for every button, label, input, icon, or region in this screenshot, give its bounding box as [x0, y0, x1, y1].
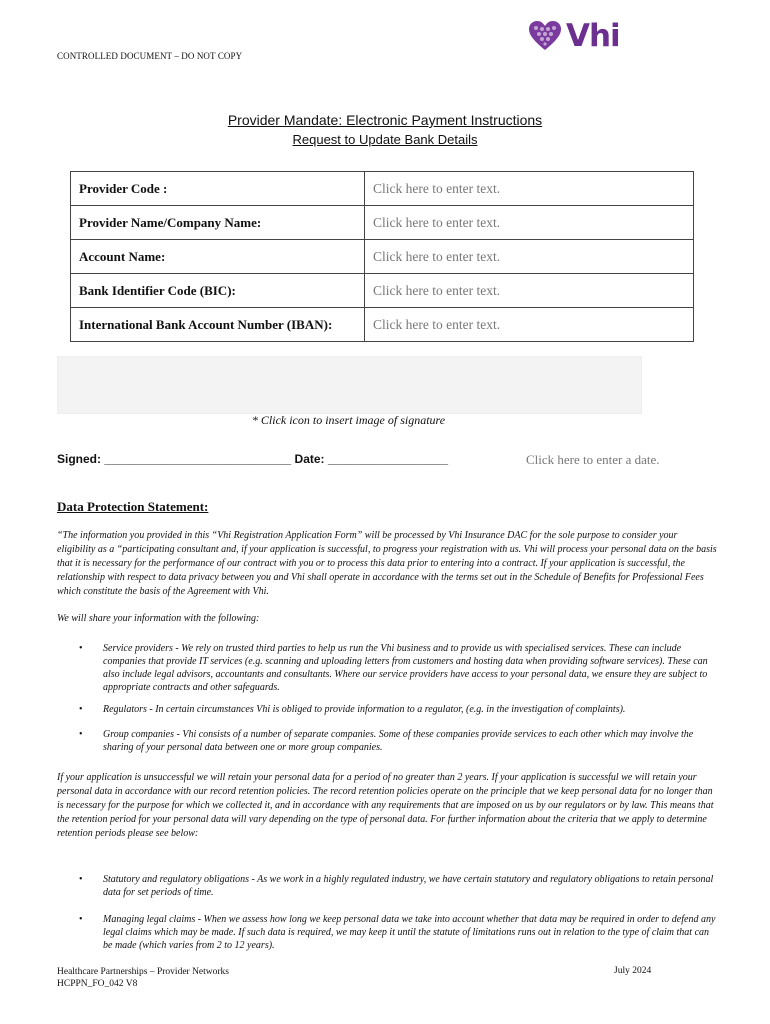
signature-instruction: * Click icon to insert image of signature: [251, 413, 446, 427]
list-item: • Regulators - In certain circumstances Vhi is obliged to provide information to a regulator, (e.g. in the investigation of complaints).: [79, 703, 719, 716]
retention-paragraph: If your application is unsuccessful we will retain your personal data for a period of no greater than 2 years. If your application is successful we will retain your personal data in accordance with our record retention policies. The record retention policies operate on the principle that we keep personal data for no longer than is necessary for the purpose for which we collected it, and in accordance with any requirements that are imposed on us by our regulators or by law. This means that the retention period for your personal data will vary depending on the type of personal data. For further information about the criteria that we apply to determine retention periods please see below:: [57, 772, 714, 839]
table-row: [71, 172, 694, 206]
data-protection-intro: “The information you provided in this “Vhi Registration Application Form” will be processed by Vhi Insurance DAC for the sole purpose to consider your eligibility as a “participating consultant and, if your application is successful, to progress your registration with us. Vhi will process your personal data on the basis that it is necessary for the performance of our contract with you or to process this data prior to entering into a contract. If your application is successful, the relationship with respect to data privacy between you and Vhi shall operate in accordance with the terms set out in the Schedule of Benefits for Professional Fees which constitute the basis of the Agreement with Vhi.: [57, 530, 717, 597]
account-name-label: Account Name:: [71, 240, 365, 274]
retention-list: [79, 873, 719, 952]
share-list: [79, 642, 719, 754]
provider-code-label: Provider Code :: [71, 172, 365, 206]
provider-code-field[interactable]: Click here to enter text.: [365, 172, 694, 206]
signed-date-line: Signed: ____________________________ Date: __________________: [57, 452, 449, 466]
document-subtitle: Request to Update Bank Details: [292, 132, 478, 147]
bank-details-table: [70, 171, 694, 342]
controlled-document-notice: CONTROLLED DOCUMENT – DO NOT COPY: [57, 51, 243, 61]
logo-wordmark: Vhi: [566, 18, 620, 54]
iban-label: International Bank Account Number (IBAN):: [71, 308, 365, 342]
list-item: • Group companies - Vhi consists of a number of separate companies. Some of these companies provide services to each other which may involve the sharing of your personal data between one or more group companies.: [79, 728, 719, 754]
footer-left: [57, 966, 229, 990]
vhi-logo: [528, 18, 640, 54]
list-item: • Service providers - We rely on trusted third parties to help us run the Vhi business and to provide us with specialised services. These can include companies that provide IT services (e.g. scanning and uploading letters from customers and hosting data when providing software services). These can also include legal advisors, accountants and consultants. Where our service providers have access to your personal data, we ensure they are subject to appropriate contracts and other safeguards.: [79, 642, 719, 694]
provider-name-label: Provider Name/Company Name:: [71, 206, 365, 240]
data-protection-title: Data Protection Statement:: [57, 499, 209, 514]
heart-logo-icon: [528, 20, 562, 52]
bic-field[interactable]: Click here to enter text.: [365, 274, 694, 308]
share-intro: We will share your information with the following:: [57, 613, 260, 624]
table-row: [71, 308, 694, 342]
iban-field[interactable]: Click here to enter text.: [365, 308, 694, 342]
signature-image-box[interactable]: [57, 356, 642, 414]
footer-department: Healthcare Partnerships – Provider Networks: [57, 967, 230, 977]
document-title: Provider Mandate: Electronic Payment Instructions: [227, 112, 543, 128]
table-row: [71, 274, 694, 308]
table-row: [71, 206, 694, 240]
table-row: [71, 240, 694, 274]
list-item: • Statutory and regulatory obligations - As we work in a highly regulated industry, we have certain statutory and regulatory obligations to retain personal data for set periods of time.: [79, 873, 719, 899]
list-item: • Managing legal claims - When we assess how long we keep personal data we take into account whether that data may be required in order to defend any legal claims which may be made. If such data is required, we may keep it until the statute of limitations runs out in relation to the type of claim that can be made (which varies from 2 to 12 years).: [79, 913, 719, 952]
bic-label: Bank Identifier Code (BIC):: [71, 274, 365, 308]
footer-date: July 2024: [614, 966, 652, 976]
footer-document-code: HCPPN_FO_042 V8: [57, 979, 138, 989]
account-name-field[interactable]: Click here to enter text.: [365, 240, 694, 274]
provider-name-field[interactable]: Click here to enter text.: [365, 206, 694, 240]
date-field[interactable]: Click here to enter a date.: [526, 452, 660, 467]
